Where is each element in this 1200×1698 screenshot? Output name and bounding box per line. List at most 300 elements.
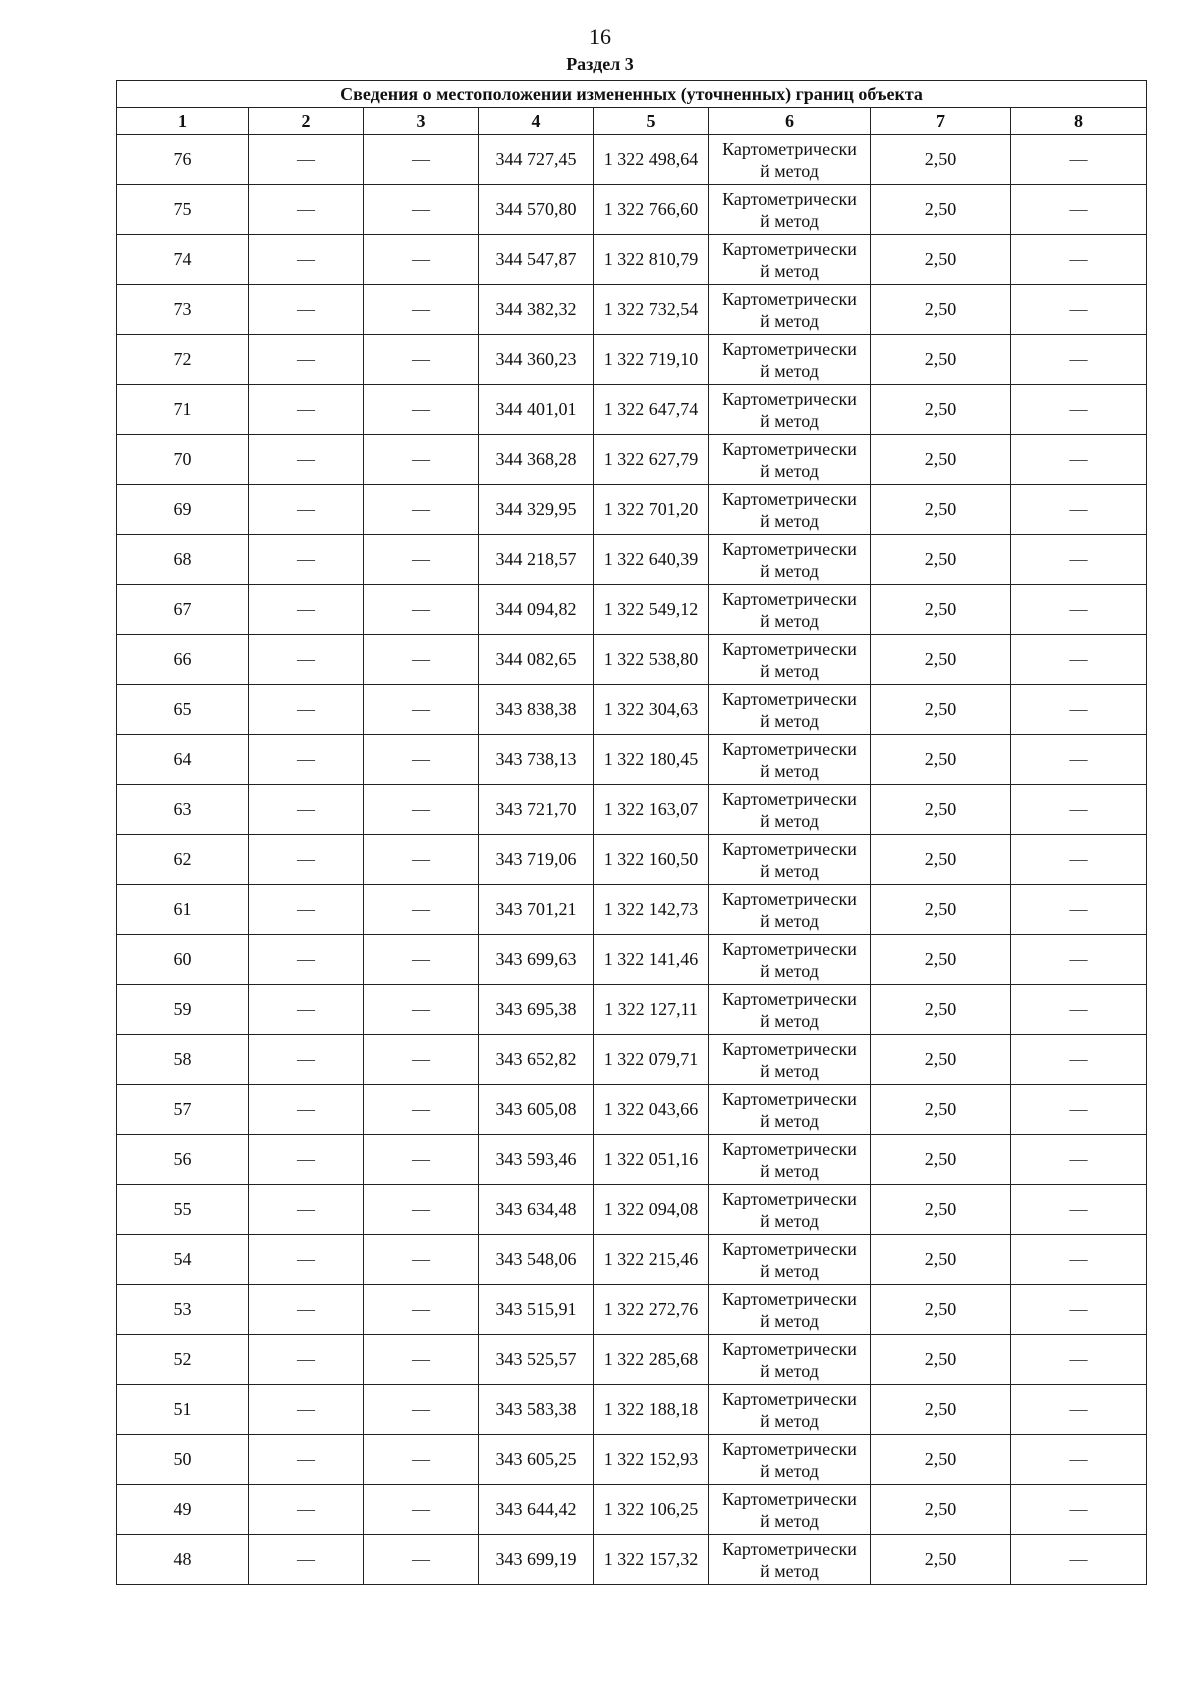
x-coordinate-cell: 344 570,80 [479,185,594,235]
method-text-line-1: Картометрически [722,1438,857,1459]
column-2-cell: — [249,1485,364,1535]
accuracy-cell: 2,50 [871,285,1011,335]
column-2-cell: — [249,135,364,185]
column-8-cell: — [1011,1185,1147,1235]
y-coordinate-cell: 1 322 285,68 [594,1335,709,1385]
accuracy-cell: 2,50 [871,785,1011,835]
table-row [117,135,1147,185]
column-3-cell: — [364,1235,479,1285]
point-number-cell: 72 [117,335,249,385]
point-number-cell: 69 [117,485,249,535]
column-header-3: 3 [364,108,479,135]
column-8-cell: — [1011,1435,1147,1485]
column-3-cell: — [364,285,479,335]
column-3-cell: — [364,935,479,985]
point-number-cell: 52 [117,1335,249,1385]
method-text-line-1: Картометрически [722,838,857,859]
method-text-line-1: Картометрически [722,1138,857,1159]
column-2-cell: — [249,485,364,535]
x-coordinate-cell: 343 699,63 [479,935,594,985]
method-text-line-1: Картометрически [722,588,857,609]
table-row [117,1035,1147,1085]
column-2-cell: — [249,435,364,485]
accuracy-cell: 2,50 [871,1485,1011,1535]
column-3-cell: — [364,1535,479,1585]
point-number-cell: 65 [117,685,249,735]
accuracy-cell: 2,50 [871,1085,1011,1135]
x-coordinate-cell: 343 605,08 [479,1085,594,1135]
point-number-cell: 53 [117,1285,249,1335]
method-text-line-1: Картометрически [722,1038,857,1059]
method-text-line-2: й метод [760,1310,819,1331]
method-cell [709,1035,871,1085]
column-3-cell: — [364,435,479,485]
method-cell [709,1285,871,1335]
column-3-cell: — [364,335,479,385]
method-text-line-2: й метод [760,1410,819,1431]
point-number-cell: 55 [117,1185,249,1235]
method-cell [709,785,871,835]
x-coordinate-cell: 343 583,38 [479,1385,594,1435]
column-3-cell: — [364,1335,479,1385]
x-coordinate-cell: 343 721,70 [479,785,594,835]
method-text-line-2: й метод [760,560,819,581]
method-cell [709,935,871,985]
accuracy-cell: 2,50 [871,685,1011,735]
column-2-cell: — [249,1135,364,1185]
method-text-line-2: й метод [760,310,819,331]
y-coordinate-cell: 1 322 051,16 [594,1135,709,1185]
column-2-cell: — [249,1035,364,1085]
coordinates-table [116,80,1147,1585]
method-cell [709,1435,871,1485]
accuracy-cell: 2,50 [871,735,1011,785]
table-row [117,285,1147,335]
column-3-cell: — [364,135,479,185]
column-header-1: 1 [117,108,249,135]
method-text-line-1: Картометрически [722,1388,857,1409]
accuracy-cell: 2,50 [871,185,1011,235]
table-row [117,935,1147,985]
column-2-cell: — [249,1385,364,1435]
method-text-line-2: й метод [760,1510,819,1531]
column-3-cell: — [364,835,479,885]
y-coordinate-cell: 1 322 142,73 [594,885,709,935]
method-text-line-2: й метод [760,860,819,881]
method-text-line-2: й метод [760,460,819,481]
table-row [117,835,1147,885]
accuracy-cell: 2,50 [871,935,1011,985]
accuracy-cell: 2,50 [871,835,1011,885]
method-text-line-2: й метод [760,1260,819,1281]
x-coordinate-cell: 344 368,28 [479,435,594,485]
column-3-cell: — [364,785,479,835]
y-coordinate-cell: 1 322 538,80 [594,635,709,685]
point-number-cell: 64 [117,735,249,785]
column-header-4: 4 [479,108,594,135]
method-text-line-1: Картометрически [722,188,857,209]
y-coordinate-cell: 1 322 141,46 [594,935,709,985]
point-number-cell: 51 [117,1385,249,1435]
table-row [117,985,1147,1035]
y-coordinate-cell: 1 322 304,63 [594,685,709,735]
column-3-cell: — [364,985,479,1035]
section-title: Раздел 3 [566,54,634,74]
table-row [117,1535,1147,1585]
accuracy-cell: 2,50 [871,885,1011,935]
y-coordinate-cell: 1 322 106,25 [594,1485,709,1535]
x-coordinate-cell: 344 401,01 [479,385,594,435]
method-text-line-1: Картометрически [722,488,857,509]
column-2-cell: — [249,735,364,785]
column-8-cell: — [1011,185,1147,235]
method-text-line-2: й метод [760,1360,819,1381]
column-3-cell: — [364,585,479,635]
column-3-cell: — [364,1185,479,1235]
column-header-7: 7 [871,108,1011,135]
column-2-cell: — [249,885,364,935]
column-2-cell: — [249,335,364,385]
column-3-cell: — [364,1385,479,1435]
method-cell [709,635,871,685]
x-coordinate-cell: 343 515,91 [479,1285,594,1335]
method-text-line-2: й метод [760,910,819,931]
method-text-line-1: Картометрически [722,538,857,559]
method-text-line-2: й метод [760,1460,819,1481]
column-header-8: 8 [1011,108,1147,135]
column-8-cell: — [1011,485,1147,535]
table-row [117,1435,1147,1485]
column-3-cell: — [364,485,479,535]
x-coordinate-cell: 343 699,19 [479,1535,594,1585]
y-coordinate-cell: 1 322 180,45 [594,735,709,785]
point-number-cell: 68 [117,535,249,585]
method-text-line-2: й метод [760,660,819,681]
method-text-line-2: й метод [760,210,819,231]
x-coordinate-cell: 344 360,23 [479,335,594,385]
column-2-cell: — [249,185,364,235]
x-coordinate-cell: 344 082,65 [479,635,594,685]
method-cell [709,485,871,535]
method-cell [709,835,871,885]
accuracy-cell: 2,50 [871,635,1011,685]
y-coordinate-cell: 1 322 766,60 [594,185,709,235]
method-text-line-2: й метод [760,160,819,181]
x-coordinate-cell: 343 838,38 [479,685,594,735]
column-8-cell: — [1011,785,1147,835]
column-8-cell: — [1011,535,1147,585]
point-number-cell: 74 [117,235,249,285]
column-8-cell: — [1011,285,1147,335]
column-2-cell: — [249,535,364,585]
table-row [117,535,1147,585]
table-row [117,1385,1147,1435]
method-text-line-1: Картометрически [722,738,857,759]
method-text-line-2: й метод [760,710,819,731]
x-coordinate-cell: 344 094,82 [479,585,594,635]
table-row [117,335,1147,385]
y-coordinate-cell: 1 322 732,54 [594,285,709,335]
column-8-cell: — [1011,1035,1147,1085]
method-cell [709,1235,871,1285]
method-cell [709,385,871,435]
column-2-cell: — [249,835,364,885]
y-coordinate-cell: 1 322 160,50 [594,835,709,885]
method-text-line-1: Картометрически [722,1288,857,1309]
column-3-cell: — [364,1485,479,1535]
column-8-cell: — [1011,735,1147,785]
method-text-line-1: Картометрически [722,338,857,359]
point-number-cell: 67 [117,585,249,635]
table-row [117,385,1147,435]
column-2-cell: — [249,635,364,685]
point-number-cell: 48 [117,1535,249,1585]
table-row [117,635,1147,685]
column-8-cell: — [1011,385,1147,435]
accuracy-cell: 2,50 [871,985,1011,1035]
accuracy-cell: 2,50 [871,585,1011,635]
method-text-line-1: Картометрически [722,1088,857,1109]
method-text-line-1: Картометрически [722,888,857,909]
y-coordinate-cell: 1 322 627,79 [594,435,709,485]
point-number-cell: 59 [117,985,249,1035]
column-2-cell: — [249,1535,364,1585]
column-8-cell: — [1011,1135,1147,1185]
accuracy-cell: 2,50 [871,1135,1011,1185]
method-text-line-1: Картометрически [722,438,857,459]
point-number-cell: 63 [117,785,249,835]
y-coordinate-cell: 1 322 215,46 [594,1235,709,1285]
column-8-cell: — [1011,835,1147,885]
accuracy-cell: 2,50 [871,435,1011,485]
y-coordinate-cell: 1 322 640,39 [594,535,709,585]
column-2-cell: — [249,1335,364,1385]
column-8-cell: — [1011,335,1147,385]
method-text-line-1: Картометрически [722,1188,857,1209]
method-text-line-1: Картометрически [722,638,857,659]
accuracy-cell: 2,50 [871,235,1011,285]
point-number-cell: 61 [117,885,249,935]
y-coordinate-cell: 1 322 157,32 [594,1535,709,1585]
method-text-line-2: й метод [760,1560,819,1581]
method-text-line-2: й метод [760,610,819,631]
column-8-cell: — [1011,1285,1147,1335]
column-8-cell: — [1011,885,1147,935]
y-coordinate-cell: 1 322 152,93 [594,1435,709,1485]
column-2-cell: — [249,1435,364,1485]
method-cell [709,735,871,785]
accuracy-cell: 2,50 [871,1285,1011,1335]
accuracy-cell: 2,50 [871,1235,1011,1285]
point-number-cell: 58 [117,1035,249,1085]
method-cell [709,535,871,585]
x-coordinate-cell: 344 382,32 [479,285,594,335]
column-header-5: 5 [594,108,709,135]
method-text-line-2: й метод [760,1010,819,1031]
method-cell [709,985,871,1035]
point-number-cell: 50 [117,1435,249,1485]
table-row [117,1085,1147,1135]
method-cell [709,1485,871,1535]
column-8-cell: — [1011,935,1147,985]
table-row [117,785,1147,835]
point-number-cell: 75 [117,185,249,235]
column-8-cell: — [1011,135,1147,185]
method-cell [709,685,871,735]
table-row [117,1285,1147,1335]
x-coordinate-cell: 343 701,21 [479,885,594,935]
y-coordinate-cell: 1 322 719,10 [594,335,709,385]
method-cell [709,135,871,185]
method-text-line-1: Картометрически [722,938,857,959]
column-8-cell: — [1011,635,1147,685]
accuracy-cell: 2,50 [871,1335,1011,1385]
y-coordinate-cell: 1 322 043,66 [594,1085,709,1135]
y-coordinate-cell: 1 322 272,76 [594,1285,709,1335]
method-cell [709,235,871,285]
method-text-line-1: Картометрически [722,288,857,309]
point-number-cell: 62 [117,835,249,885]
y-coordinate-cell: 1 322 810,79 [594,235,709,285]
y-coordinate-cell: 1 322 549,12 [594,585,709,635]
method-text-line-1: Картометрически [722,688,857,709]
method-cell [709,285,871,335]
table-row [117,585,1147,635]
y-coordinate-cell: 1 322 647,74 [594,385,709,435]
point-number-cell: 57 [117,1085,249,1135]
column-3-cell: — [364,885,479,935]
method-text-line-2: й метод [760,260,819,281]
column-3-cell: — [364,185,479,235]
column-3-cell: — [364,1285,479,1335]
x-coordinate-cell: 343 605,25 [479,1435,594,1485]
y-coordinate-cell: 1 322 188,18 [594,1385,709,1435]
method-cell [709,1085,871,1135]
column-header-2: 2 [249,108,364,135]
column-2-cell: — [249,785,364,835]
point-number-cell: 76 [117,135,249,185]
accuracy-cell: 2,50 [871,485,1011,535]
point-number-cell: 60 [117,935,249,985]
point-number-cell: 54 [117,1235,249,1285]
method-cell [709,1135,871,1185]
y-coordinate-cell: 1 322 498,64 [594,135,709,185]
column-8-cell: — [1011,1385,1147,1435]
x-coordinate-cell: 343 719,06 [479,835,594,885]
table-row [117,1485,1147,1535]
column-2-cell: — [249,1285,364,1335]
table-row [117,885,1147,935]
column-8-cell: — [1011,585,1147,635]
column-2-cell: — [249,235,364,285]
table-row [117,1235,1147,1285]
column-3-cell: — [364,635,479,685]
x-coordinate-cell: 343 593,46 [479,1135,594,1185]
accuracy-cell: 2,50 [871,1535,1011,1585]
table-row [117,485,1147,535]
y-coordinate-cell: 1 322 163,07 [594,785,709,835]
y-coordinate-cell: 1 322 094,08 [594,1185,709,1235]
x-coordinate-cell: 343 695,38 [479,985,594,1035]
method-text-line-1: Картометрически [722,988,857,1009]
method-text-line-1: Картометрически [722,388,857,409]
accuracy-cell: 2,50 [871,135,1011,185]
accuracy-cell: 2,50 [871,1385,1011,1435]
column-8-cell: — [1011,1535,1147,1585]
column-3-cell: — [364,1435,479,1485]
point-number-cell: 56 [117,1135,249,1185]
accuracy-cell: 2,50 [871,1435,1011,1485]
column-3-cell: — [364,1035,479,1085]
method-text-line-2: й метод [760,1110,819,1131]
method-text-line-2: й метод [760,1210,819,1231]
method-text-line-2: й метод [760,960,819,981]
x-coordinate-cell: 343 634,48 [479,1185,594,1235]
column-2-cell: — [249,935,364,985]
column-3-cell: — [364,385,479,435]
accuracy-cell: 2,50 [871,385,1011,435]
table-row [117,1185,1147,1235]
method-text-line-2: й метод [760,1060,819,1081]
column-2-cell: — [249,985,364,1035]
column-8-cell: — [1011,1335,1147,1385]
method-text-line-1: Картометрически [722,1338,857,1359]
x-coordinate-cell: 343 738,13 [479,735,594,785]
column-2-cell: — [249,385,364,435]
table-row [117,1335,1147,1385]
column-3-cell: — [364,535,479,585]
method-cell [709,1535,871,1585]
column-header-6: 6 [709,108,871,135]
method-cell [709,435,871,485]
column-8-cell: — [1011,985,1147,1035]
table-row [117,435,1147,485]
x-coordinate-cell: 344 218,57 [479,535,594,585]
column-3-cell: — [364,685,479,735]
method-cell [709,1185,871,1235]
x-coordinate-cell: 343 525,57 [479,1335,594,1385]
column-8-cell: — [1011,235,1147,285]
point-number-cell: 71 [117,385,249,435]
method-cell [709,335,871,385]
accuracy-cell: 2,50 [871,1185,1011,1235]
page-number: 16 [589,24,611,49]
column-8-cell: — [1011,1485,1147,1535]
y-coordinate-cell: 1 322 701,20 [594,485,709,535]
point-number-cell: 49 [117,1485,249,1535]
method-text-line-2: й метод [760,1160,819,1181]
column-3-cell: — [364,1135,479,1185]
x-coordinate-cell: 343 548,06 [479,1235,594,1285]
y-coordinate-cell: 1 322 127,11 [594,985,709,1035]
x-coordinate-cell: 344 727,45 [479,135,594,185]
point-number-cell: 73 [117,285,249,335]
method-text-line-1: Картометрически [722,138,857,159]
column-2-cell: — [249,1085,364,1135]
column-2-cell: — [249,1185,364,1235]
method-text-line-1: Картометрически [722,788,857,809]
table-row [117,1135,1147,1185]
method-cell [709,885,871,935]
y-coordinate-cell: 1 322 079,71 [594,1035,709,1085]
column-3-cell: — [364,1085,479,1135]
accuracy-cell: 2,50 [871,1035,1011,1085]
point-number-cell: 70 [117,435,249,485]
column-8-cell: — [1011,1085,1147,1135]
table-row [117,735,1147,785]
method-cell [709,1385,871,1435]
x-coordinate-cell: 343 644,42 [479,1485,594,1535]
